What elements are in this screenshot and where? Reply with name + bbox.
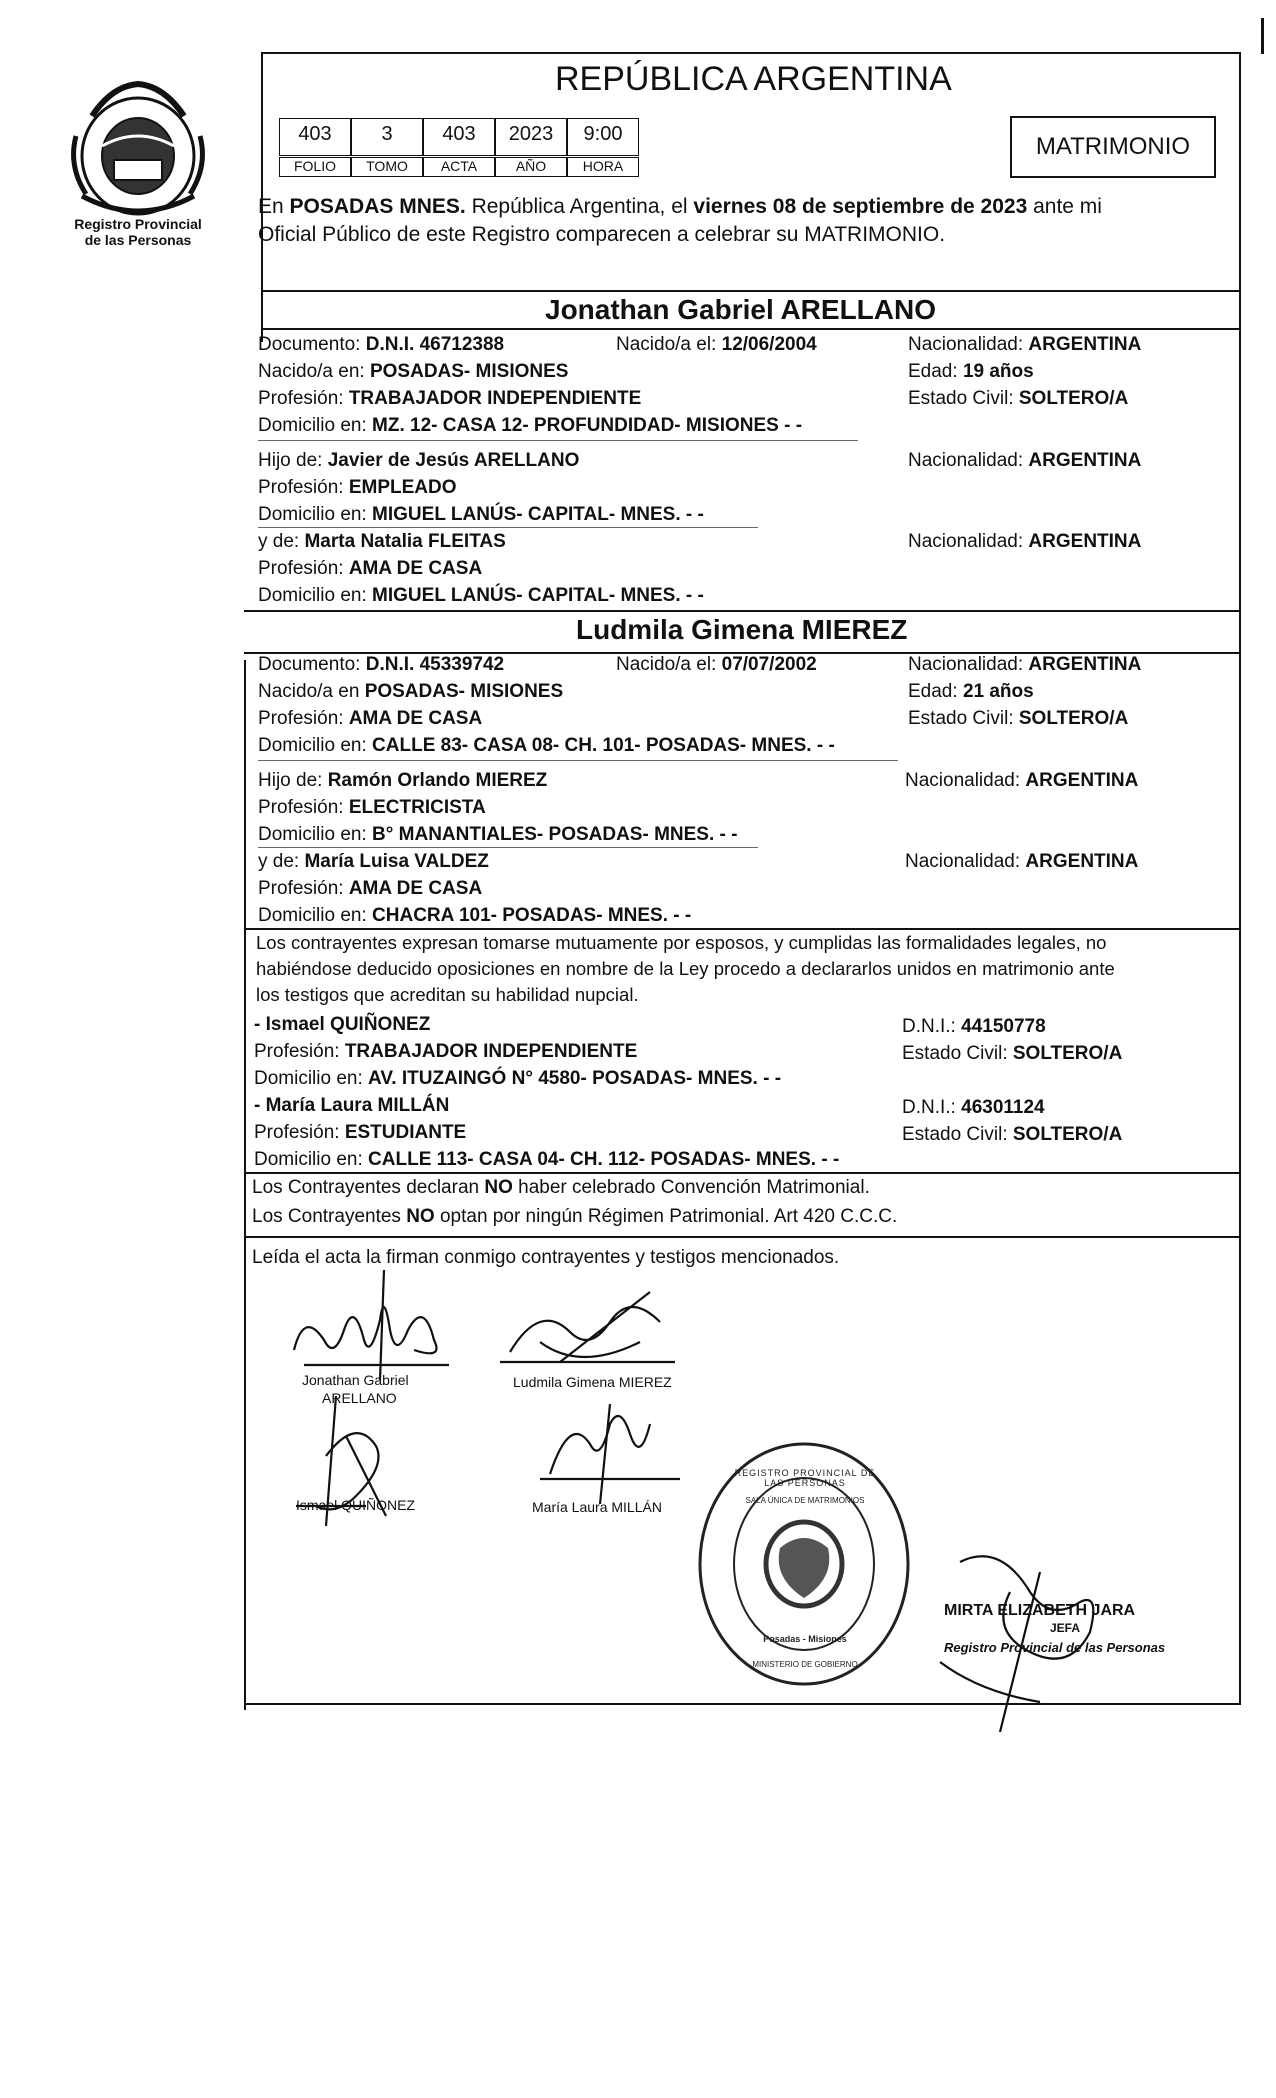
groom-address: Domicilio en: MZ. 12- CASA 12- PROFUNDIDAD- MISIONES - -	[258, 415, 803, 436]
official-office: Registro Provincial de las Personas	[944, 1640, 1166, 1655]
bride-mother-profession: Profesión: AMA DE CASA	[258, 878, 483, 899]
bride-mother: y de: María Luisa VALDEZ	[258, 851, 489, 872]
coat-of-arms-icon	[62, 76, 214, 226]
bride-mother-address: Domicilio en: CHACRA 101- POSADAS- MNES. - -	[258, 905, 692, 926]
groom-nationality: Nacionalidad: ARGENTINA	[908, 334, 1142, 355]
intro-line-2: Oficial Público de este Registro comparecen a celebrar su MATRIMONIO.	[258, 223, 946, 246]
groom-section-top	[261, 290, 1241, 292]
witness2-address: Domicilio en: CALLE 113- CASA 04- CH. 112- POSADAS- MNES. - -	[254, 1149, 840, 1170]
regime-line-2: Los Contrayentes NO optan por ningún Régimen Patrimonial. Art 420 C.C.C.	[252, 1206, 898, 1227]
record-type-box: MATRIMONIO	[1010, 116, 1216, 178]
groom-header-bottom	[261, 328, 1241, 330]
groom-age: Edad: 19 años	[908, 361, 1034, 382]
witness1-profession: Profesión: TRABAJADOR INDEPENDIENTE	[254, 1041, 638, 1062]
groom-birthdate: Nacido/a el: 12/06/2004	[616, 334, 817, 355]
groom-father-nationality: Nacionalidad: ARGENTINA	[908, 450, 1142, 471]
stamp-city-text: Posadas - Misiones	[763, 1634, 847, 1644]
groom-signature-caption-2: ARELLANO	[322, 1390, 397, 1406]
tomo-label: TOMO	[351, 157, 423, 177]
tomo-cell: 3	[351, 118, 423, 156]
regime-top	[244, 1172, 1241, 1174]
logo-caption-line1: Registro Provincial	[74, 216, 202, 232]
groom-name: Jonathan Gabriel ARELLANO	[545, 294, 937, 325]
bride-birthplace: Nacido/a en POSADAS- MISIONES	[258, 681, 564, 702]
bride-mother-nationality: Nacionalidad: ARGENTINA	[905, 851, 1139, 872]
groom-address-underline	[258, 440, 858, 441]
groom-civil-status: Estado Civil: SOLTERO/A	[908, 388, 1129, 409]
bride-section-top	[244, 610, 1241, 612]
margin-tick-mark	[1261, 18, 1264, 54]
declaration-line-1: Los contrayentes expresan tomarse mutuamente por esposos, y cumplidas las formalidades legales, no	[256, 932, 1107, 953]
groom-signature-caption-1: Jonathan Gabriel	[302, 1372, 409, 1388]
intro-line-1: En POSADAS MNES. República Argentina, el viernes 08 de septiembre de 2023 ante mi	[258, 195, 1102, 218]
witness1-name: - Ismael QUIÑONEZ	[254, 1014, 431, 1035]
document-title: REPÚBLICA ARGENTINA	[555, 60, 952, 98]
groom-father-profession: Profesión: EMPLEADO	[258, 477, 457, 498]
official-role: JEFA	[1050, 1621, 1081, 1635]
witness2-civil-status: Estado Civil: SOLTERO/A	[902, 1124, 1123, 1145]
groom-father: Hijo de: Javier de Jesús ARELLANO	[258, 450, 580, 471]
folio-cell: 403	[279, 118, 351, 156]
declaration-line-3: los testigos que acreditan su habilidad nupcial.	[256, 984, 639, 1005]
bride-father-address: Domicilio en: B° MANANTIALES- POSADAS- MNES. - -	[258, 824, 738, 845]
logo-caption	[56, 216, 220, 248]
stamp-outer-text: REGISTRO PROVINCIAL DE LAS PERSONAS	[734, 1468, 876, 1488]
groom-mother-nationality: Nacionalidad: ARGENTINA	[908, 531, 1142, 552]
bride-name: Ludmila Gimena MIEREZ	[576, 614, 908, 645]
year-cell: 2023	[495, 118, 567, 156]
witness2-dni: D.N.I.: 46301124	[902, 1097, 1045, 1118]
bride-father-profession: Profesión: ELECTRICISTA	[258, 797, 486, 818]
witness1-address: Domicilio en: AV. ITUZAINGÓ N° 4580- POSADAS- MNES. - -	[254, 1068, 782, 1089]
groom-birthplace: Nacido/a en: POSADAS- MISIONES	[258, 361, 569, 382]
groom-mother: y de: Marta Natalia FLEITAS	[258, 531, 506, 552]
bride-civil-status: Estado Civil: SOLTERO/A	[908, 708, 1129, 729]
hour-cell: 9:00	[567, 118, 639, 156]
bride-address-underline	[258, 760, 898, 761]
witness2-name: - María Laura MILLÁN	[254, 1095, 450, 1116]
declaration-line-2: habiéndose deducido oposiciones en nombre de la Ley procedo a declararlos unidos en matrimonio ante	[256, 958, 1115, 979]
bride-profession: Profesión: AMA DE CASA	[258, 708, 483, 729]
groom-mother-profession: Profesión: AMA DE CASA	[258, 558, 483, 579]
acta-label: ACTA	[423, 157, 495, 177]
closing-top	[244, 1236, 1241, 1238]
bride-father: Hijo de: Ramón Orlando MIEREZ	[258, 770, 548, 791]
bride-signature-icon	[500, 1282, 680, 1382]
bride-signature-caption: Ludmila Gimena MIEREZ	[513, 1374, 672, 1390]
closing-text: Leída el acta la firman conmigo contrayentes y testigos mencionados.	[252, 1247, 840, 1268]
witness1-civil-status: Estado Civil: SOLTERO/A	[902, 1043, 1123, 1064]
official-signature-icon	[920, 1532, 1120, 1732]
groom-father-address: Domicilio en: MIGUEL LANÚS- CAPITAL- MNES. - -	[258, 504, 704, 525]
year-label: AÑO	[495, 157, 567, 177]
groom-mother-address: Domicilio en: MIGUEL LANÚS- CAPITAL- MNES. - -	[258, 585, 704, 606]
hour-label: HORA	[567, 157, 639, 177]
bride-address: Domicilio en: CALLE 83- CASA 08- CH. 101- POSADAS- MNES. - -	[258, 735, 835, 756]
witness2-signature-icon	[530, 1404, 690, 1504]
witness1-signature-caption: Ismael QUIÑONEZ	[296, 1497, 416, 1513]
witness2-profession: Profesión: ESTUDIANTE	[254, 1122, 467, 1143]
stamp-bottom-text: MINISTERIO DE GOBIERNO	[752, 1660, 858, 1669]
groom-profession: Profesión: TRABAJADOR INDEPENDIENTE	[258, 388, 642, 409]
declaration-top	[244, 928, 1241, 930]
regime-line-1: Los Contrayentes declaran NO haber celebrado Convención Matrimonial.	[252, 1177, 870, 1198]
acta-cell: 403	[423, 118, 495, 156]
bride-nationality: Nacionalidad: ARGENTINA	[908, 654, 1142, 675]
groom-signature-icon	[284, 1270, 454, 1380]
groom-father-underline	[258, 527, 758, 528]
logo-caption-line2: de las Personas	[84, 232, 192, 248]
bride-document: Documento: D.N.I. 45339742	[258, 654, 505, 675]
frame-top	[261, 52, 1241, 54]
bride-age: Edad: 21 años	[908, 681, 1034, 702]
witness2-signature-caption: María Laura MILLÁN	[532, 1499, 662, 1515]
bride-father-underline	[258, 847, 758, 848]
frame-left-lower	[244, 660, 246, 1710]
stamp-inner-text: SALA ÚNICA DE MATRIMONIOS	[745, 1496, 865, 1505]
folio-label: FOLIO	[279, 157, 351, 177]
official-stamp	[695, 1438, 913, 1690]
official-name: MIRTA ELIZABETH JARA	[944, 1602, 1136, 1619]
groom-document: Documento: D.N.I. 46712388	[258, 334, 505, 355]
frame-right	[1239, 52, 1241, 1704]
provincial-seal-logo	[62, 76, 214, 226]
witness1-dni: D.N.I.: 44150778	[902, 1016, 1046, 1037]
bride-father-nationality: Nacionalidad: ARGENTINA	[905, 770, 1139, 791]
bride-birthdate: Nacido/a el: 07/07/2002	[616, 654, 817, 675]
